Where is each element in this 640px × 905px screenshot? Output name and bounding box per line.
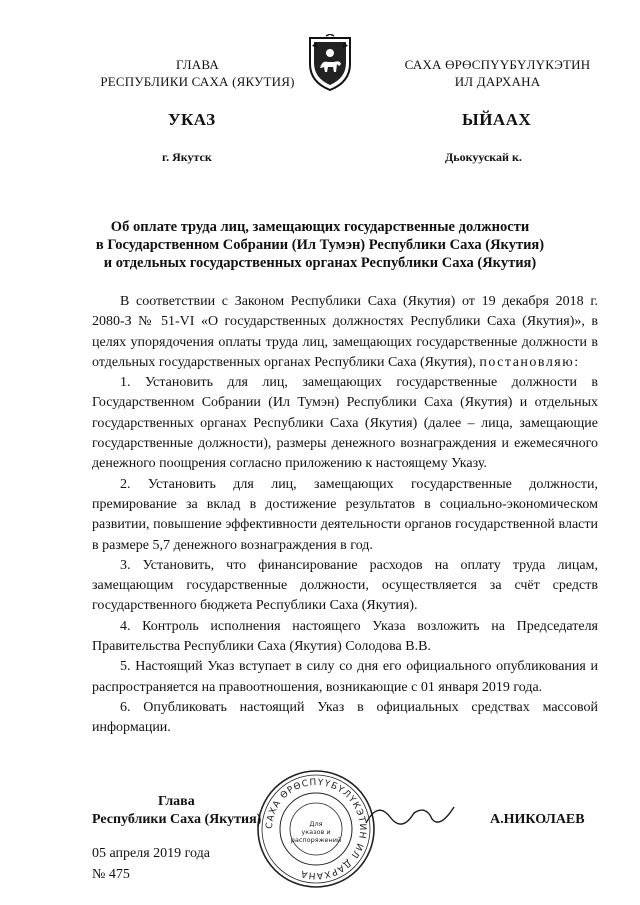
handwritten-signature [360,795,460,835]
preamble [92,292,598,373]
coat-of-arms-icon [306,34,354,92]
clause-1: 1. Установить для лиц, замещающих государственные должности в Государственном Собрании (Ил Тумэн) Республики Саха (Якутия) и отдельных государственных органах Республики Саха (Якутия) (далее – лица, замещающие государственные должности), размеры денежного вознаграждения и ежемесячного денежного поощрения согласно приложению к настоящему Указу. [92,375,598,472]
header-right-line1: САХА ӨРӨСПҮҮБҮЛҮКЭТИН [404,57,591,72]
signature-title-line2: Республики Саха (Якутия) [92,812,262,827]
seal-ring-text: САХА ӨРӨСПҮҮБҮЛҮКЭТИН ИЛ ДАРХАНА [264,777,368,881]
clause-2: 2. Установить для лиц, замещающих государственные должности, премирование за вклад в достижение результатов в социально-экономическом развитии, повышение эффективности деятельности органов государственной власти в размере 5,7 денежного вознаграждения в год. [92,476,598,553]
decree-body [92,292,598,739]
title-line2: в Государственном Собрании (Ил Тумэн) Республики Саха (Якутия) [95,237,545,253]
svg-text:распоряжений: распоряжений [290,836,342,844]
decree-title [60,218,580,272]
city-sakha: Дьокуускай к. [445,150,522,164]
official-seal-icon [255,768,377,890]
header-right-line2: ИЛ ДАРХАНА [454,74,541,89]
ukaz-ru: УКАЗ [168,110,216,129]
header-right [385,56,610,90]
city-ru: г. Якутск [162,150,212,164]
clause-5: 5. Настоящий Указ вступает в силу со дня его официального опубликования и распространяется на правоотношения, возникающие с 01 января 2019 года. [92,659,598,695]
ukaz-sakha: ЫЙААХ [462,110,532,129]
header-left [90,56,305,90]
decree-number: № 475 [92,867,130,882]
title-line1: Об оплате труда лиц, замещающих государственные должности [110,219,530,235]
signature-title-line1: Глава [158,794,195,809]
header-left-line2: РЕСПУБЛИКИ САХА (ЯКУТИЯ) [100,74,295,89]
svg-text:Для: Для [309,820,323,828]
clause-3: 3. Установить, что финансирование расходов на оплату труда лицам, замещающим государственные должности, осуществляется за счёт средств государственного бюджета Республики Саха (Якутия). [92,557,598,614]
decree-word: постановляю: [479,354,580,370]
decree-date: 05 апреля 2019 года [92,846,210,861]
svg-text:указов и: указов и [301,828,331,836]
header-left-line1: ГЛАВА [176,57,219,72]
title-line3: и отдельных государственных органах Республики Саха (Якутия) [103,255,537,271]
clause-6: 6. Опубликовать настоящий Указ в официальных средствах массовой информации. [92,699,598,736]
signatory-name: А.НИКОЛАЕВ [490,812,585,827]
clause-4: 4. Контроль исполнения настоящего Указа возложить на Председателя Правительства Республики Саха (Якутия) Солодова В.В. [92,618,598,655]
preamble-text: В соответствии с Законом Республики Саха (Якутия) от 19 декабря 2018 г. 2080-З № 51-VI «О государственных должностях Республики Саха (Якутия)», в целях упорядочения оплаты труда лиц, замещающих государственные должности в отдельных государственных органах Республики Саха (Якутия), [92,294,598,370]
